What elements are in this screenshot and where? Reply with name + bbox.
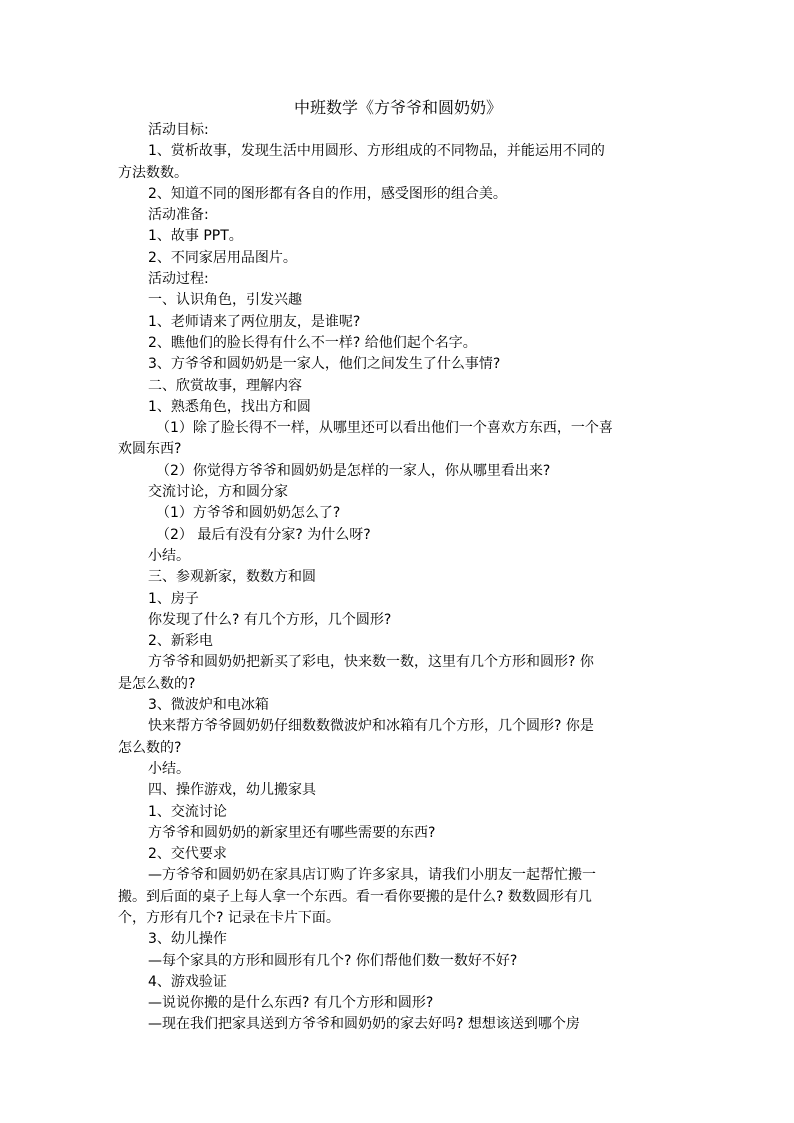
section-heading: 活动过程: <box>148 271 209 288</box>
paragraph-line: 1、交流讨论 <box>148 803 227 820</box>
section-heading: 三、参观新家，数数方和圆 <box>148 569 316 586</box>
paragraph-line: 交流讨论，方和圆分家 <box>148 484 288 501</box>
section-heading: 四、操作游戏，幼儿搬家具 <box>148 782 316 799</box>
paragraph-line: （2）你觉得方爷爷和圆奶奶是怎样的一家人，你从哪里看出来? <box>156 462 551 479</box>
section-heading: 一、认识角色，引发兴趣 <box>148 292 302 309</box>
paragraph-line: 欢圆东西? <box>118 441 182 458</box>
paragraph-line: 方法数数。 <box>118 164 188 181</box>
paragraph-line: 3、幼儿操作 <box>148 931 227 948</box>
paragraph-line: 方爷爷和圆奶奶把新买了彩电，快来数一数，这里有几个方形和圆形? 你 <box>148 654 594 671</box>
document-page <box>118 96 678 1036</box>
paragraph-line: 是怎么数的? <box>118 675 196 692</box>
section-heading: 活动准备: <box>148 207 209 224</box>
paragraph-line: —说说你搬的是什么东西? 有几个方形和圆形? <box>148 995 434 1012</box>
paragraph-line: 怎么数的? <box>118 739 182 756</box>
paragraph-line: 小结。 <box>148 547 190 564</box>
paragraph-line: 小结。 <box>148 760 190 777</box>
paragraph-line: 个，方形有几个? 记录在卡片下面。 <box>118 909 340 926</box>
section-heading: 活动目标: <box>148 122 209 138</box>
paragraph-line: 方爷爷和圆奶奶的新家里还有哪些需要的东西? <box>148 824 436 841</box>
doc-title: 中班数学《方爷爷和圆奶奶》 <box>293 98 502 117</box>
paragraph-line: （2） 最后有没有分家? 为什么呀? <box>156 526 371 543</box>
paragraph-line: 2、新彩电 <box>148 633 213 650</box>
paragraph-line: —方爷爷和圆奶奶在家具店订购了许多家具，请我们小朋友一起帮忙搬一 <box>148 867 596 884</box>
paragraph-line: 3、微波炉和电冰箱 <box>148 697 269 714</box>
paragraph-line: 搬。到后面的桌子上每人拿一个东西。看一看你要搬的是什么? 数数圆形有几 <box>118 888 592 905</box>
paragraph-line: —现在我们把家具送到方爷爷和圆奶奶的家去好吗? 想想该送到哪个房 <box>148 1016 580 1033</box>
paragraph-line: —每个家具的方形和圆形有几个? 你们帮他们数一数好不好? <box>148 952 518 969</box>
paragraph-line: 快来帮方爷爷圆奶奶仔细数数微波炉和冰箱有几个方形，几个圆形? 你是 <box>148 718 594 735</box>
paragraph-line: 1、老师请来了两位朋友，是谁呢? <box>148 313 361 330</box>
paragraph-line: 4、游戏验证 <box>148 973 227 990</box>
paragraph-line: 2、知道不同的图形都有各自的作用，感受图形的组合美。 <box>148 185 507 202</box>
paragraph-line: 1、赏析故事，发现生活中用圆形、方形组成的不同物品，并能运用不同的 <box>148 143 605 160</box>
paragraph-line: （1）方爷爷和圆奶奶怎么了? <box>156 505 341 522</box>
paragraph-line: 1、房子 <box>148 590 199 607</box>
paragraph-line: 2、瞧他们的脸长得有什么不一样? 给他们起个名字。 <box>148 334 477 351</box>
paragraph-line: 你发现了什么? 有几个方形，几个圆形? <box>148 611 392 628</box>
paragraph-line: 2、不同家居用品图片。 <box>148 249 297 266</box>
paragraph-line: 1、故事 PPT。 <box>148 228 243 245</box>
paragraph-line: （1）除了脸长得不一样，从哪里还可以看出他们一个喜欢方东西，一个喜 <box>156 420 613 437</box>
paragraph-line: 1、熟悉角色，找出方和圆 <box>148 398 311 415</box>
paragraph-line: 2、交代要求 <box>148 846 227 863</box>
section-heading: 二、欣赏故事，理解内容 <box>148 377 302 394</box>
paragraph-line: 3、方爷爷和圆奶奶是一家人，他们之间发生了什么事情? <box>148 356 501 373</box>
